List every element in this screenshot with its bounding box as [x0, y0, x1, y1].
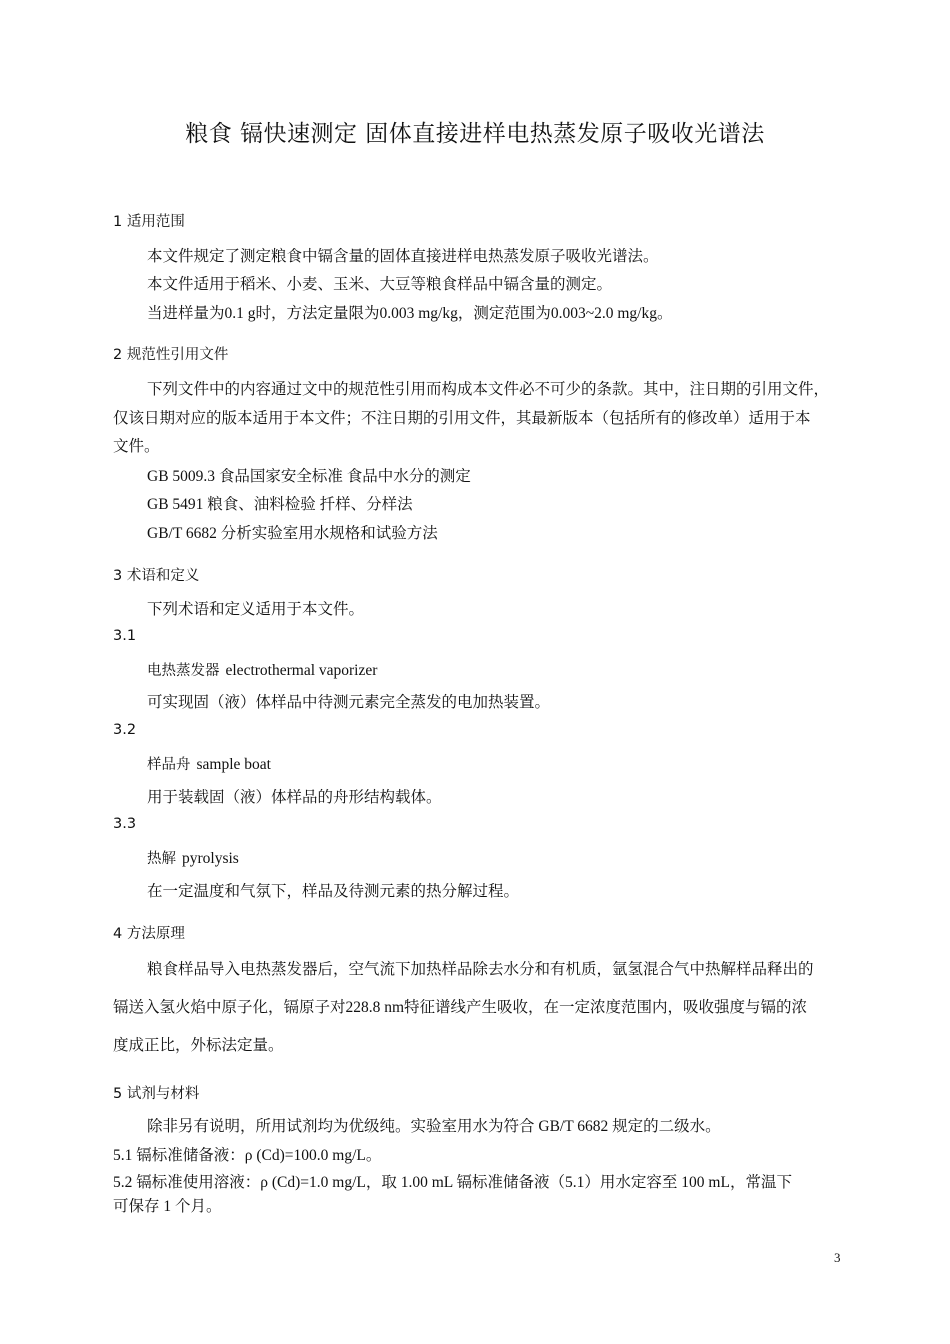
reference-item: GB/T 6682 分析实验室用水规格和试验方法	[147, 525, 438, 542]
term-entry	[147, 847, 239, 868]
section-4-heading: 4 方法原理	[113, 926, 185, 942]
reference-item: GB 5491 粮食、油料检验 扦样、分样法	[147, 496, 413, 513]
paragraph-line: 度成正比，外标法定量。	[113, 1037, 284, 1054]
paragraph-line: 仅该日期对应的版本适用于本文件；不注日期的引用文件，其最新版本（包括所有的修改单）适用于本	[113, 410, 811, 427]
reference-item: GB 5009.3 食品国家安全标准 食品中水分的测定	[147, 468, 471, 485]
term-zh: 样品舟	[147, 757, 191, 773]
paragraph-line: 镉送入氢火焰中原子化，镉原子对228.8 nm特征谱线产生吸收，在一定浓度范围内，吸收强度与镉的浓	[113, 999, 808, 1016]
paragraph: 本文件规定了测定粮食中镉含量的固体直接进样电热蒸发原子吸收光谱法。	[147, 248, 659, 265]
list-item: 5.1 镉标准储备液：ρ (Cd)=100.0 mg/L。	[113, 1147, 382, 1164]
section-3-heading: 3 术语和定义	[113, 568, 200, 584]
term-en: pyrolysis	[182, 850, 239, 867]
page-number: 3	[834, 1250, 841, 1265]
term-definition: 在一定温度和气氛下，样品及待测元素的热分解过程。	[147, 883, 520, 900]
list-item: 5.2 镉标准使用溶液：ρ (Cd)=1.0 mg/L，取 1.00 mL 镉标准储备液（5.1）用水定容至 100 mL，常温下	[113, 1174, 792, 1191]
term-number: 3.3	[113, 816, 137, 832]
term-zh: 电热蒸发器	[147, 663, 220, 679]
term-zh: 热解	[147, 851, 176, 867]
section-2-heading: 2 规范性引用文件	[113, 347, 229, 363]
section-5-heading: 5 试剂与材料	[113, 1086, 200, 1102]
paragraph-line: 文件。	[113, 438, 160, 455]
paragraph: 下列术语和定义适用于本文件。	[147, 601, 365, 618]
term-number: 3.2	[113, 722, 137, 738]
paragraph: 除非另有说明，所用试剂均为优级纯。实验室用水为符合 GB/T 6682 规定的二级水。	[147, 1118, 721, 1135]
term-entry	[147, 753, 271, 774]
term-number: 3.1	[113, 628, 137, 644]
term-definition: 用于装载固（液）体样品的舟形结构载体。	[147, 789, 442, 806]
term-en: sample boat	[196, 756, 271, 773]
paragraph-line: 下列文件中的内容通过文中的规范性引用而构成本文件必不可少的条款。其中，注日期的引用文件，	[147, 381, 830, 398]
paragraph: 本文件适用于稻米、小麦、玉米、大豆等粮食样品中镉含量的测定。	[147, 276, 613, 293]
section-1-heading: 1 适用范围	[113, 214, 185, 230]
list-item-continuation: 可保存 1 个月。	[113, 1198, 222, 1215]
paragraph-line: 粮食样品导入电热蒸发器后，空气流下加热样品除去水分和有机质，氩氢混合气中热解样品释出的	[147, 961, 814, 978]
paragraph: 当进样量为0.1 g时，方法定量限为0.003 mg/kg，测定范围为0.003~2.0 mg/kg。	[147, 305, 673, 322]
term-entry	[147, 659, 377, 680]
term-en: electrothermal vaporizer	[225, 662, 378, 679]
term-definition: 可实现固（液）体样品中待测元素完全蒸发的电加热装置。	[147, 694, 551, 711]
document-title: 粮食 镉快速测定 固体直接进样电热蒸发原子吸收光谱法	[185, 121, 765, 147]
